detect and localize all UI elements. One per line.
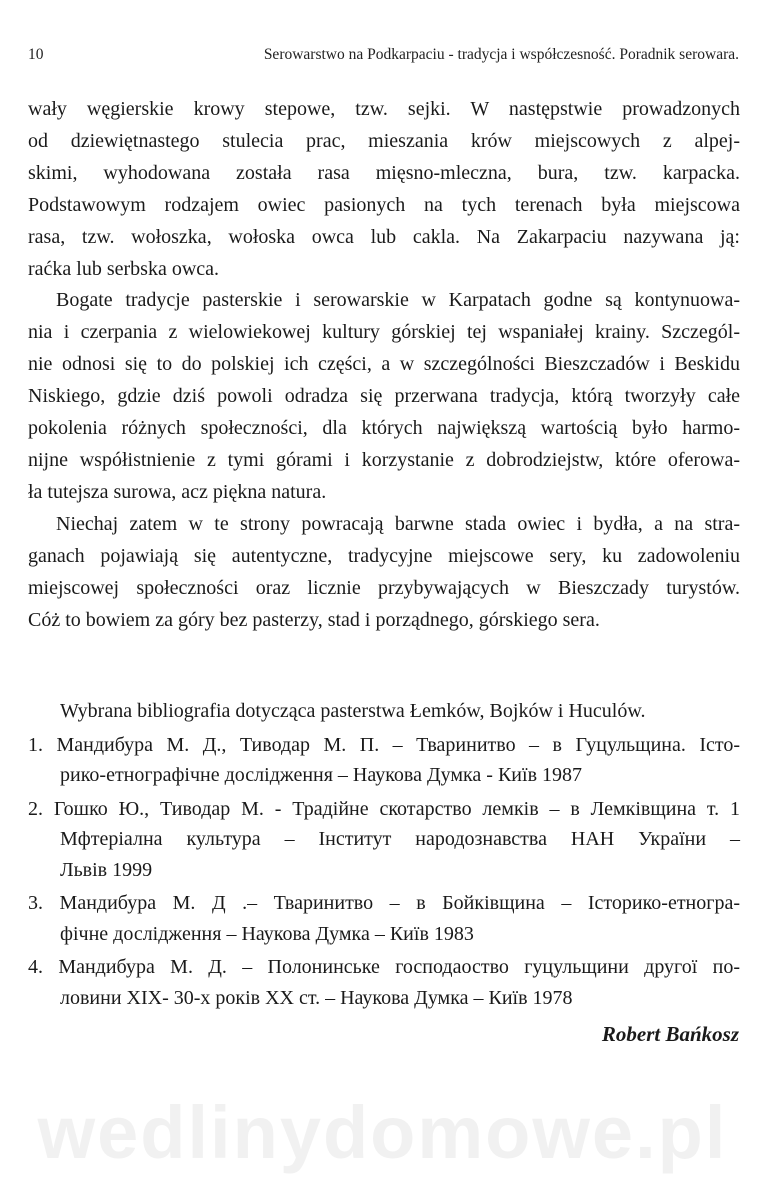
- text-line: Niechaj zatem w te strony powracają barwne stada owiec i bydła, a na stra-: [56, 512, 740, 535]
- page-number: 10: [28, 46, 44, 63]
- entry-line: 1. Мандибура М. Д., Тиводар М. П. – Тваринитво – в Гуцульщина. Істо-: [28, 733, 740, 756]
- text-line: wały węgierskie krowy stepowe, tzw. sejki. W następstwie prowadzonych: [28, 98, 740, 120]
- bibliography-entry: [28, 952, 740, 1013]
- bibliography-heading: Wybrana bibliografia dotycząca pasterstwa Łemków, Bojków i Huculów.: [60, 700, 646, 722]
- text-line: raćka lub serbska owca.: [28, 257, 220, 280]
- text-line: nia i czerpania z wielowiekowej kultury górskiej tej wspaniałej krainy. Szczegól-: [28, 321, 740, 344]
- entry-line: 3. Мандибура М. Д .– Тваринитво – в Бойківщина – Історико-етногра-: [28, 892, 740, 914]
- entry-line: фічне дослідження – Наукова Думка – Київ 1983: [60, 922, 474, 945]
- text-line: Podstawowym rodzajem owiec pasionych na tych terenach była miejscowa: [28, 193, 740, 216]
- author-signature: Robert Bańkosz: [601, 1022, 739, 1046]
- text-line: Bogate tradycje pasterskie i serowarskie w Karpatach godne są kontynuowa-: [56, 289, 740, 312]
- entry-line: 2. Гошко Ю., Тиводар М. - Традійне скотарство лемків – в Лемківщина т. 1: [28, 797, 740, 820]
- text-line: od dziewiętnastego stulecia prac, mieszania krów miejscowych z alpej-: [28, 129, 740, 152]
- bibliography-entry: [28, 794, 740, 886]
- text-line: nijne współistnienie z tymi górami i korzystanie z dobrodziejstw, które oferowa-: [28, 448, 740, 471]
- text-line: nie odnosi się to do polskiej ich części, a w szczególności Bieszczadów i Beskidu: [28, 353, 740, 376]
- bibliography-entry: [28, 730, 740, 791]
- text-line: ła tutejsza surowa, acz piękna natura.: [28, 480, 327, 503]
- entry-line: 4. Мандибура М. Д. – Полонинське господаоство гуцульщини другої по-: [28, 956, 740, 978]
- watermark: wedlinydomowe.pl: [37, 1091, 728, 1174]
- bibliography: [28, 696, 740, 1013]
- entry-line: Мфтеріална культура – Інститут народознавства НАН України –: [60, 828, 740, 850]
- text-line: Cóż to bowiem za góry bez pasterzy, stad i porządnego, górskiego sera.: [28, 608, 600, 631]
- text-line: ganach pojawiają się autentyczne, tradycyjne miejscowe sery, ku zadowoleniu: [28, 544, 740, 567]
- entry-line: Львів 1999: [60, 858, 153, 881]
- text-line: Niskiego, gdzie dziś powoli odradza się przerwana tradycja, którą tworzyły całe: [28, 385, 740, 408]
- page-header: [28, 46, 739, 70]
- entry-line: рико-етнографічне дослідження – Наукова Думка - Київ 1987: [60, 764, 583, 786]
- text-line: miejscowej społeczności oraz licznie przybywających w Bieszczady turystów.: [28, 576, 740, 599]
- running-title: Serowarstwo na Podkarpaciu - tradycja i współczesność. Poradnik serowara.: [263, 46, 739, 63]
- text-line: skimi, wyhodowana została rasa mięsno-mleczna, bura, tzw. karpacka.: [28, 161, 740, 184]
- body-text: [28, 94, 740, 636]
- entry-line: ловини XIX- 30-х років XX ст. – Наукова Думка – Київ 1978: [60, 986, 573, 1009]
- bibliography-entry: [28, 888, 740, 949]
- text-line: rasa, tzw. wołoszka, wołoska owca lub cakla. Na Zakarpaciu nazywana ją:: [28, 225, 740, 248]
- text-line: pokolenia różnych społeczności, dla których największą wartością było harmo-: [28, 417, 740, 440]
